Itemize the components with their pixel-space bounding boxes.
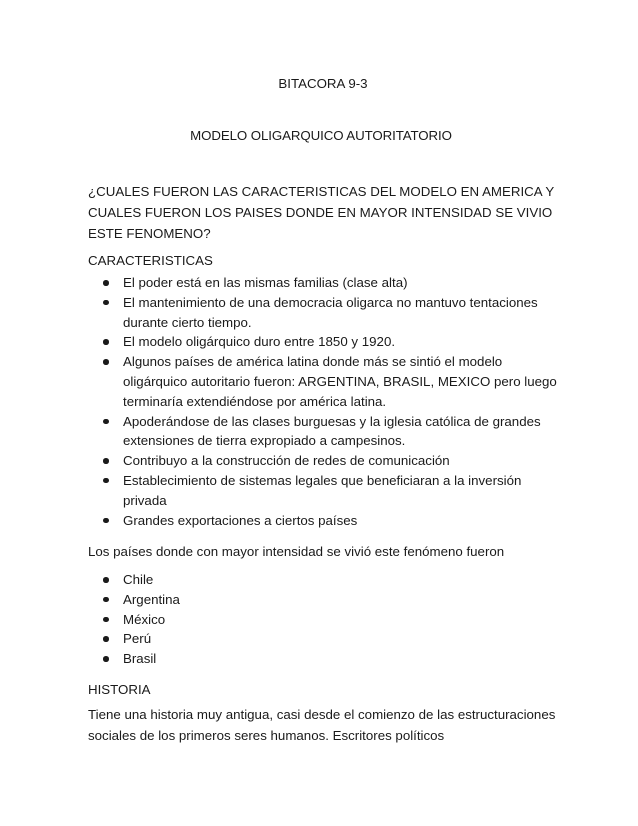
list-item bbox=[88, 610, 558, 630]
document-subtitle: MODELO OLIGARQUICO AUTORITATORIO bbox=[190, 128, 452, 143]
list-item bbox=[88, 412, 558, 452]
countries-intro: Los países donde con mayor intensidad se vivió este fenómeno fueron bbox=[88, 544, 505, 559]
list-item bbox=[88, 332, 558, 352]
list-item-text: Apoderándose de las clases burguesas y la iglesia católica de grandes extensiones de tierra expropiado a campesinos. bbox=[123, 413, 541, 449]
bullet-icon bbox=[103, 656, 109, 662]
list-item bbox=[88, 273, 558, 293]
bullet-icon bbox=[103, 636, 109, 642]
list-item bbox=[88, 649, 558, 669]
list-item bbox=[88, 293, 558, 333]
list-item-text: Algunos países de américa latina donde más se sintió el modelo oligárquico autoritario fueron: ARGENTINA, BRASIL, MEXICO pero luego terminaría extendiéndose por américa latina. bbox=[123, 354, 557, 409]
list-item bbox=[88, 511, 558, 531]
list-item bbox=[88, 451, 558, 471]
document-title: BITACORA 9-3 bbox=[278, 76, 368, 91]
list-item bbox=[88, 590, 558, 610]
history-heading: HISTORIA bbox=[88, 682, 151, 697]
bullet-icon bbox=[103, 359, 109, 365]
list-item-text: Grandes exportaciones a ciertos países bbox=[123, 512, 358, 528]
list-item-text: Brasil bbox=[123, 651, 157, 667]
countries-list bbox=[88, 570, 558, 669]
list-item-text: Perú bbox=[123, 631, 152, 647]
list-item-text: Establecimiento de sistemas legales que beneficiaran a la inversión privada bbox=[123, 472, 522, 508]
bullet-icon bbox=[103, 419, 109, 425]
list-item-text: Argentina bbox=[123, 591, 180, 607]
bullet-icon bbox=[103, 300, 109, 306]
bullet-icon bbox=[103, 478, 109, 484]
list-item-text: El modelo oligárquico duro entre 1850 y 1920. bbox=[123, 334, 396, 350]
list-item-text: El mantenimiento de una democracia oligarca no mantuvo tentaciones durante cierto tiempo. bbox=[123, 294, 538, 330]
bullet-icon bbox=[103, 458, 109, 464]
list-item bbox=[88, 570, 558, 590]
bullet-icon bbox=[103, 518, 109, 524]
history-paragraph: Tiene una historia muy antigua, casi desde el comienzo de las estructuraciones sociales de los primeros seres humanos. Escritores políticos bbox=[88, 707, 556, 743]
characteristics-list bbox=[88, 273, 558, 530]
question-paragraph: ¿CUALES FUERON LAS CARACTERISTICAS DEL MODELO EN AMERICA Y CUALES FUERON LOS PAISES DONDE EN MAYOR INTENSIDAD SE VIVIO ESTE FENOMENO? bbox=[88, 184, 554, 241]
list-item-text: El poder está en las mismas familias (clase alta) bbox=[123, 275, 408, 290]
bullet-icon bbox=[103, 577, 109, 583]
list-item bbox=[88, 352, 558, 411]
bullet-icon bbox=[103, 280, 109, 286]
bullet-icon bbox=[103, 617, 109, 623]
list-item bbox=[88, 471, 558, 511]
list-item-text: México bbox=[123, 611, 166, 627]
list-item bbox=[88, 629, 558, 649]
list-item-text: Chile bbox=[123, 572, 154, 587]
bullet-icon bbox=[103, 597, 109, 603]
list-item-text: Contribuyo a la construcción de redes de comunicación bbox=[123, 453, 450, 469]
characteristics-heading: CARACTERISTICAS bbox=[88, 253, 213, 268]
bullet-icon bbox=[103, 339, 109, 345]
